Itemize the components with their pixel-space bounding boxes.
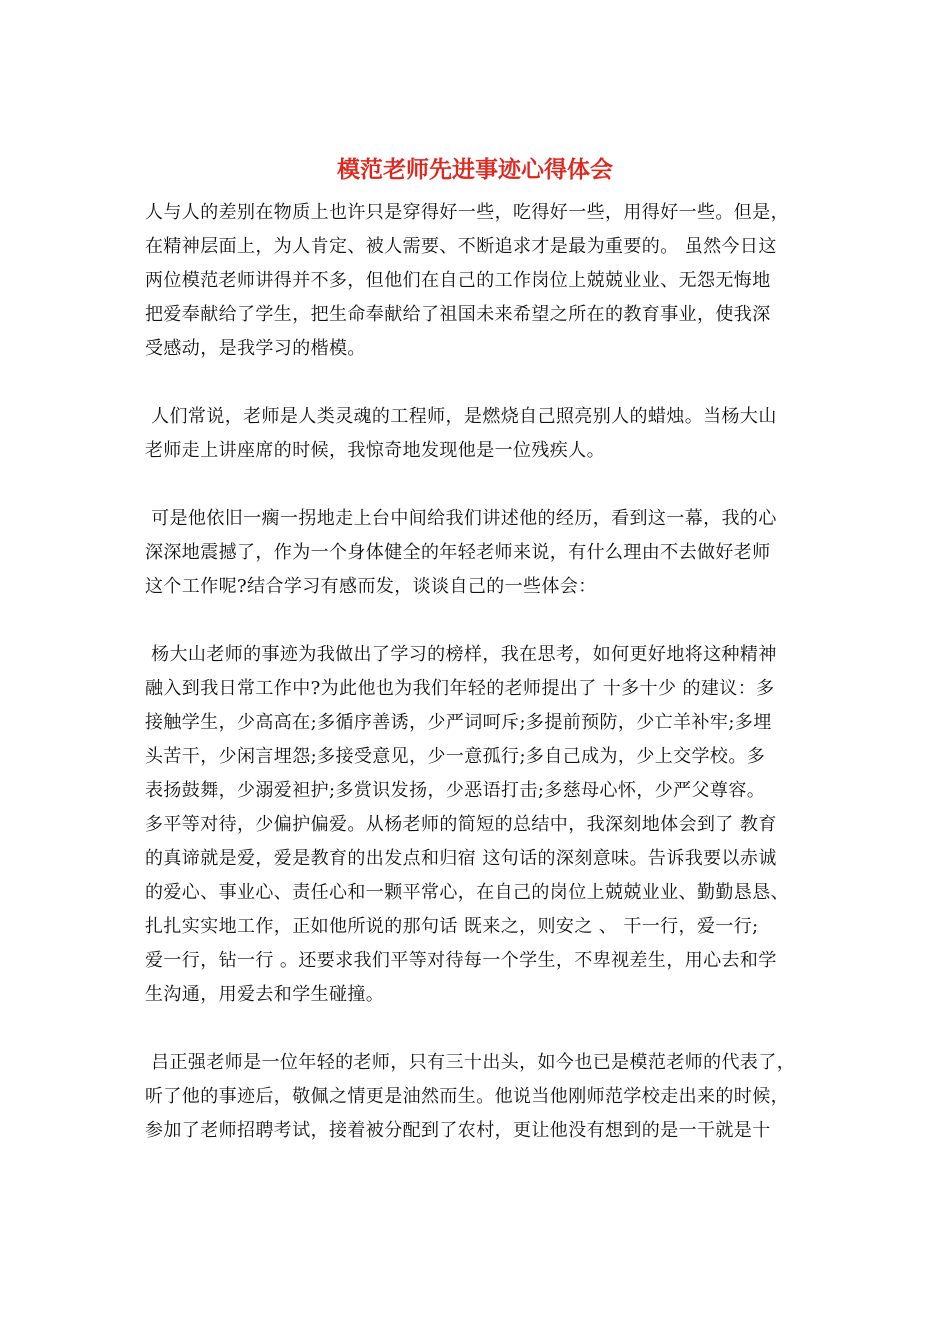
paragraph [145, 638, 815, 1012]
text-line: 生沟通，用爱去和学生碰撞。 [145, 984, 385, 1005]
text-line: 人与人的差别在物质上也许只是穿得好一些，吃得好一些，用得好一些。但是， [145, 202, 789, 223]
text-line: 融入到我日常工作中?为此他也为我们年轻的老师提出了 十多十少 的建议：多 [145, 678, 775, 699]
paragraph [145, 196, 815, 366]
text-line: 深深地震撼了，作为一个身体健全的年轻老师来说，有什么理由不去做好老师 [145, 542, 771, 563]
text-line: 扎扎实实地工作，正如他所说的那句话 既来之，则安之 、 干一行，爱一行; [145, 916, 759, 937]
text-line: 吕正强老师是一位年轻的老师，只有三十出头，如今也已是模范老师的代表了， [145, 1052, 796, 1073]
text-line: 听了他的事迹后，敬佩之情更是油然而生。他说当他刚师范学校走出来的时候， [145, 1086, 789, 1107]
text-line: 表扬鼓舞，少溺爱袒护;多赏识发扬，少恶语打击;多慈母心怀，少严父尊容。 [145, 780, 766, 801]
text-line: 老师走上讲座席的时候，我惊奇地发现他是一位残疾人。 [145, 440, 605, 461]
text-line: 人们常说，老师是人类灵魂的工程师，是燃烧自己照亮别人的蜡烛。当杨大山 [145, 406, 777, 427]
text-line: 两位模范老师讲得并不多，但他们在自己的工作岗位上兢兢业业、无怨无悔地 [145, 270, 771, 291]
text-line: 在精神层面上，为人肯定、被人需要、不断追求才是最为重要的。 虽然今日这 [145, 236, 777, 257]
paragraph [145, 1046, 815, 1148]
document-body [145, 196, 815, 1182]
text-line: 可是他依旧一瘸一拐地走上台中间给我们讲述他的经历，看到这一幕，我的心 [145, 508, 777, 529]
text-line: 杨大山老师的事迹为我做出了学习的榜样，我在思考，如何更好地将这种精神 [145, 644, 777, 665]
paragraph [145, 400, 815, 468]
text-line: 头苦干，少闲言埋怨;多接受意见，少一意孤行;多自己成为，少上交学校。多 [145, 746, 766, 767]
text-line: 的真谛就是爱，爱是教育的出发点和归宿 这句话的深刻意味。告诉我要以赤诚 [145, 848, 777, 869]
text-line: 参加了老师招聘考试，接着被分配到了农村，更让他没有想到的是一干就是十 [145, 1120, 771, 1141]
text-line: 接触学生，少高高在;多循序善诱，少严词呵斥;多提前预防，少亡羊补牢;多埋 [145, 712, 772, 733]
text-line: 这个工作呢?结合学习有感而发，谈谈自己的一些体会： [145, 576, 597, 597]
text-line: 多平等对待，少偏护偏爱。从杨老师的简短的总结中，我深刻地体会到了 教育 [145, 814, 777, 835]
text-line: 把爱奉献给了学生，把生命奉献给了祖国未来希望之所在的教育事业，使我深 [145, 304, 771, 325]
text-line: 受感动，是我学习的楷模。 [145, 338, 366, 359]
document-title: 模范老师先进事迹心得体会 [337, 156, 613, 183]
text-line: 爱一行，钻一行 。还要求我们平等对待每一个学生，不卑视差生，用心去和学 [145, 950, 777, 971]
paragraph [145, 502, 815, 604]
text-line: 的爱心、事业心、责任心和一颗平常心，在自己的岗位上兢兢业业、勤勤恳恳、 [145, 882, 789, 903]
